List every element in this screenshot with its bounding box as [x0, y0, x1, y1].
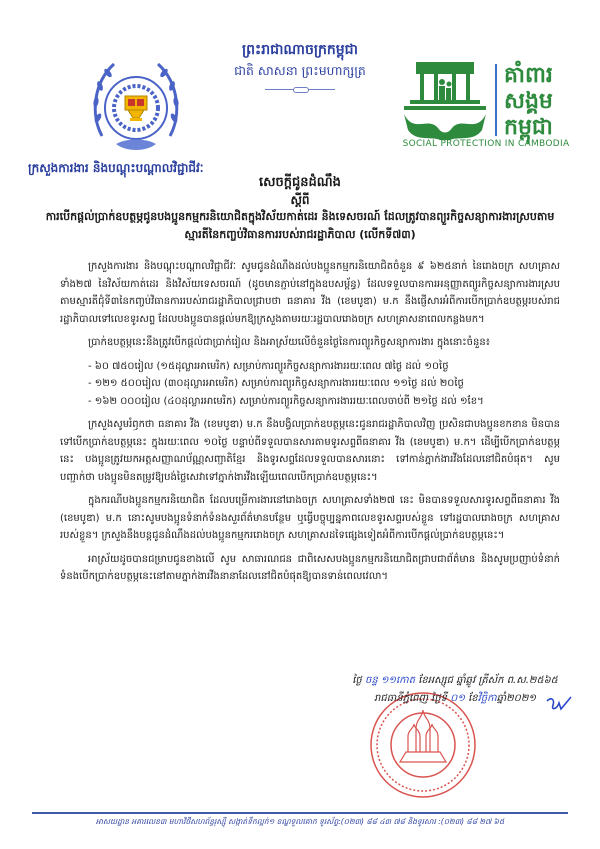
date-block — [330, 672, 580, 708]
amount-item: - ៦០ ៧៥០រៀល (១៥ដុល្លារអាមេរិក) សម្រាប់ការព្យួរកិច្ចសន្យាការងាររយៈពេល ៧ថ្ងៃ ដល់ ១០ថ្ងៃ — [88, 358, 560, 376]
signature-icon — [545, 695, 573, 715]
amount-list — [88, 358, 560, 411]
notice-subject: ការបើកផ្តល់ប្រាក់ឧបត្ថម្ភជូនបងប្អូនកម្មករនិយោជិតក្នុងវិស័យកាត់ដេរ និងទេសចរណ៍ ដែលត្រូវបានព្យួរកិច្ចសន្យាការងារស្របតាមស្មារតីនៃកញ្ចប់វិធានការរបស់រាជរដ្ឋាភិបាល (លើកទី៧៣) — [45, 210, 555, 241]
kingdom-title: ព្រះរាជាណាចក្រកម្ពុជា — [241, 42, 358, 58]
solar-date: រាជធានីភ្នំពេញ ថ្ងៃទី ០១ ខែវិច្ឆិកាឆ្នាំ២០២១ — [374, 693, 536, 704]
handwritten-day: ០១ — [450, 693, 465, 704]
notice-body — [60, 258, 560, 592]
amount-item: - ១៦២ ០០០រៀល (៤០ដុល្លារអាមេរិក) សម្រាប់ការព្យួរកិច្ចសន្យាការងាររយៈពេលចាប់ពី ២១ថ្ងៃ ដល់ ១ខែ។ — [88, 393, 560, 411]
paragraph-contact: ក្នុងករណីបងប្អូនកម្មករនិយោជិត ដែលបម្រើការងារនៅរោងចក្រ សហគ្រាសទាំង២៧ នេះ មិនបានទទួលសារទូរសព្ទពីធនាគារ វីង (ខេមបូឌា) ម.ក នោះសូមបងប្អូនទំនាក់ទំនងសួរព័ត៌មានបន្ថែម ឬធ្វើបច្ចុប្បន្នភាពលេខទូរសព្ទរបស់ខ្លួន ទៅរដ្ឋបាលរោងចក្រ សហគ្រាសរបស់ខ្លួន។ ក្រសួងនឹងបន្តជូនដំណឹងដល់បងប្អូនកម្មកររោងចក្រ សហគ្រាសដទៃផ្សេងទៀតអំពីការបើកផ្តល់ប្រាក់ឧបត្ថម្ភនេះ។ — [60, 495, 560, 541]
paragraph-intro: ក្រសួងការងារ និងបណ្តុះបណ្តាលវិជ្ជាជីវៈ សូមជូនដំណឹងដល់បងប្អូនកម្មករនិយោជិតចំនួន ៩ ៦២៥នាក់ នៃរោងចក្រ សហគ្រាសទាំង២៧ នៃវិស័យកាត់ដេរ និងវិស័យទេសចរណ៍ (ដូចមានភ្ជាប់នៅក្នុងឧបសម្ព័ន្ធ) ដែលទទួលបានការអនុញ្ញាតព្យួរកិច្ចសន្យាការងារស្របតាមស្មារតីជុំទី៣នៃកញ្ចប់វិធានការរបស់រាជរដ្ឋាភិបាលជ្រាបថា ធនាគារ វីង (ខេមបូឌា) ម.ក នឹងផ្ញើសារអំពីការបើកប្រាក់ឧបត្ថម្ភរបស់រាជរដ្ឋាភិបាលទៅលេខទូរសព្ទ ដែលបងប្អូនបានផ្តល់មកឱ្យក្រសួងតាមរយៈរដ្ឋបាលរោងចក្រ សហគ្រាសនាពេលកន្លងមក។ — [60, 261, 560, 325]
notice-subject-label: ស្តីពី — [290, 193, 310, 207]
svg-text:គាំពារ: គាំពារ — [504, 63, 553, 88]
notice-title-block — [0, 174, 600, 244]
svg-text:កម្ពុជា: កម្ពុជា — [504, 115, 553, 140]
ornament-divider-icon — [265, 86, 335, 92]
handwritten-lunar-day: ចន្ទ ១១កោត — [364, 675, 416, 686]
national-motto: ជាតិ សាសនា ព្រះមហាក្សត្រ — [234, 63, 366, 78]
footer-address: អាសយដ្ឋាន អគារលេខ៣ មហាវិថីសហព័ន្ធរុស្ស៊ី សង្កាត់ទឹកល្អក់១ ខណ្ឌទួលគោក ទូរស័ព្ទ:(០២៣) ៨៨ ៤៣ ៧៨ និងទូរសារ :(០២៣) ៨៨ ២៧ ៦៥ — [95, 817, 505, 826]
lunar-date: ថ្ងៃ ចន្ទ ១១កោត ខែអស្សុជ ឆ្នាំឆ្លូវ ត្រីស័ក ព.ស.២៥៦៥ — [352, 675, 558, 686]
footer-divider — [32, 812, 568, 814]
handwritten-month: វិច្ឆិកា — [477, 693, 497, 704]
ministry-name: ក្រសួងការងារ និងបណ្តុះបណ្តាលវិជ្ជាជីវៈ — [28, 161, 204, 175]
amount-item: - ១២១ ៥០០រៀល (៣០ដុល្លារអាមេរិក) សម្រាប់ការព្យួរកិច្ចសន្យាការងាររយៈពេល ១១ថ្ងៃ ដល់ ២០ថ្ងៃ — [88, 375, 560, 393]
notice-title: សេចក្តីជូនដំណឹង — [259, 175, 341, 190]
social-protection-caption: SOCIAL PROTECTION IN CAMBODIA — [402, 139, 570, 149]
paragraph-amounts-intro: ប្រាក់ឧបត្ថម្ភនេះនឹងត្រូវបើកផ្តល់ជាប្រាក់រៀល និងអាស្រ័យលើចំនួនថ្ងៃនៃការព្យួរកិច្ចសន្យាការងារ ក្នុងនោះចំនួន៖ — [88, 337, 491, 348]
paragraph-reminder: ក្រសួងសូមរំឭកថា ធនាគារ វីង (ខេមបូឌា) ម.ក នឹងបង្វិលប្រាក់ឧបត្ថម្ភនេះជូនរាជរដ្ឋាភិបាលវិញ ប្រសិនជាបងប្អូនខកខាន មិនបានទៅបើកប្រាក់ឧបត្ថម្ភនេះ ក្នុងរយៈពេល ១០ថ្ងៃ បន្ទាប់ពីទទួលបានសារតាមទូរសព្ទពីធនាគារ វីង (ខេមបូឌា) ម.ក។ ដើម្បីបើកប្រាក់ឧបត្ថម្ភនេះ បងប្អូនត្រូវយកអត្តសញ្ញាណប័ណ្ណសញ្ជាតិខ្មែរ និងទូរសព្ទដែលទទួលបានសារនោះ ទៅកាន់ភ្នាក់ងារវីងដែលនៅជិតបំផុត។ សូមបញ្ជាក់ថា បងប្អូនមិនតម្រូវឱ្យបង់ថ្លៃសេវាទៅភ្នាក់ងារវីងឡើយពេលបើកប្រាក់ឧបត្ថម្ភនេះ។ — [60, 419, 560, 483]
ministry-logo-icon — [88, 58, 184, 162]
svg-text:សង្គម: សង្គម — [504, 89, 553, 114]
paragraph-closing: អាស្រ័យដូចបានជម្រាបជូនខាងលើ សូម សាធារណជន ជាពិសេសបងប្អូនកម្មករនិយោជិតជ្រាបជាព័ត៌មាន និងសូមប្រញាប់ទំនាក់ទំនងបើកប្រាក់ឧបត្ថម្ភនេះនៅតាមភ្នាក់ងារវីងនានាដែលនៅជិតបំផុតឱ្យបានទាន់ពេលវេលា។ — [60, 553, 560, 582]
